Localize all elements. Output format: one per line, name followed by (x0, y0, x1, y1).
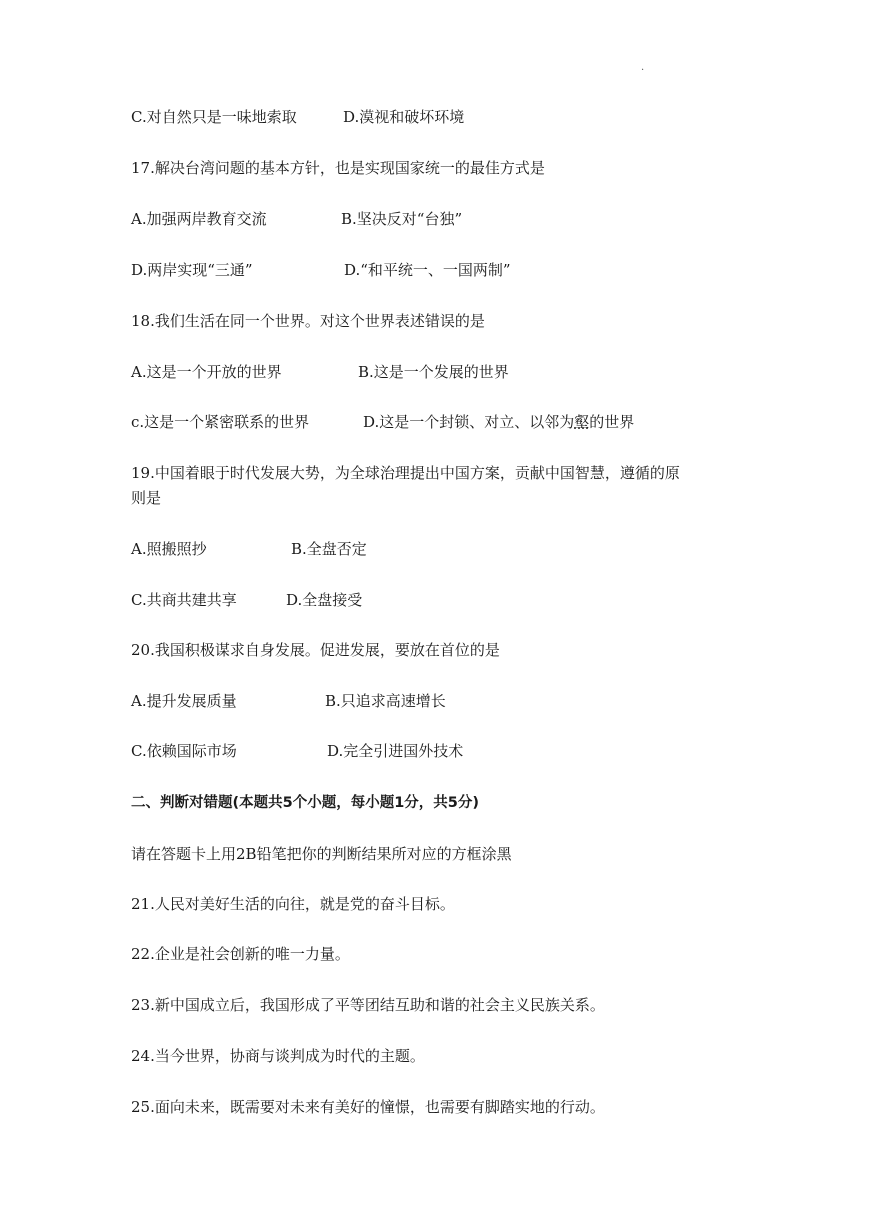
header-mark: . (641, 62, 645, 73)
q18-option-d-emph: 壑 (574, 413, 590, 431)
q17-option-c: D.两岸实现“三通” (131, 261, 253, 279)
q20-option-d: D.完全引进国外技术 (327, 742, 464, 760)
q19-stem-line1: 19.中国着眼于时代发展大势，为全球治理提出中国方案，贡献中国智慧，遵循的原 (131, 464, 680, 482)
section2-instruction: 请在答题卡上用2B铅笔把你的判断结果所对应的方框涂黑 (131, 845, 512, 863)
q20-option-b: B.只追求高速增长 (325, 692, 446, 710)
section2-title: 二、判断对错题(本题共5个小题，每小题1分，共5分) (131, 795, 480, 811)
q18-option-d (363, 412, 634, 432)
q18-option-d-post: 的世界 (589, 413, 635, 431)
q17-option-d: D.“和平统一、一国两制” (344, 261, 511, 279)
judgment-item-21: 21.人民对美好生活的向往，就是党的奋斗目标。 (131, 895, 455, 913)
q19-option-c: C.共商共建共享 (131, 591, 237, 609)
q18-option-b: B.这是一个发展的世界 (358, 363, 509, 381)
q18-stem: 18.我们生活在同一个世界。对这个世界表述错误的是 (131, 312, 485, 330)
q16-option-d-wrap (343, 107, 464, 127)
q18-option-c: c.这是一个紧密联系的世界 (131, 413, 310, 431)
q19-option-b: B.全盘否定 (291, 540, 367, 558)
judgment-item-23: 23.新中国成立后，我国形成了平等团结互助和谐的社会主义民族关系。 (131, 996, 605, 1014)
q18-option-a: A.这是一个开放的世界 (131, 363, 282, 381)
q19-stem-line2: 则是 (131, 489, 162, 507)
judgment-item-24: 24.当今世界，协商与谈判成为时代的主题。 (131, 1047, 425, 1065)
q20-option-c: C.依赖国际市场 (131, 742, 237, 760)
q19-option-d: D.全盘接受 (286, 591, 363, 609)
q17-option-a: A.加强两岸教育交流 (131, 210, 267, 228)
q16-option-c: C.对自然只是一味地索取 (131, 108, 297, 126)
q17-option-b: B.坚决反对“台独” (341, 210, 463, 228)
q17-stem: 17.解决台湾问题的基本方针，也是实现国家统一的最佳方式是 (131, 159, 545, 177)
q20-stem: 20.我国积极谋求自身发展。促进发展，要放在首位的是 (131, 641, 500, 659)
q16-option-d: D.漠视和破坏环境 (343, 108, 465, 126)
q20-option-a: A.提升发展质量 (131, 692, 237, 710)
judgment-item-22: 22.企业是社会创新的唯一力量。 (131, 945, 350, 963)
q18-option-d-pre: D.这是一个封锁、对立、以邻为 (363, 413, 575, 431)
q19-option-a: A.照搬照抄 (131, 540, 207, 558)
judgment-item-25: 25.面向未来，既需要对未来有美好的憧憬，也需要有脚踏实地的行动。 (131, 1098, 605, 1116)
q16-options-cd (131, 107, 297, 127)
